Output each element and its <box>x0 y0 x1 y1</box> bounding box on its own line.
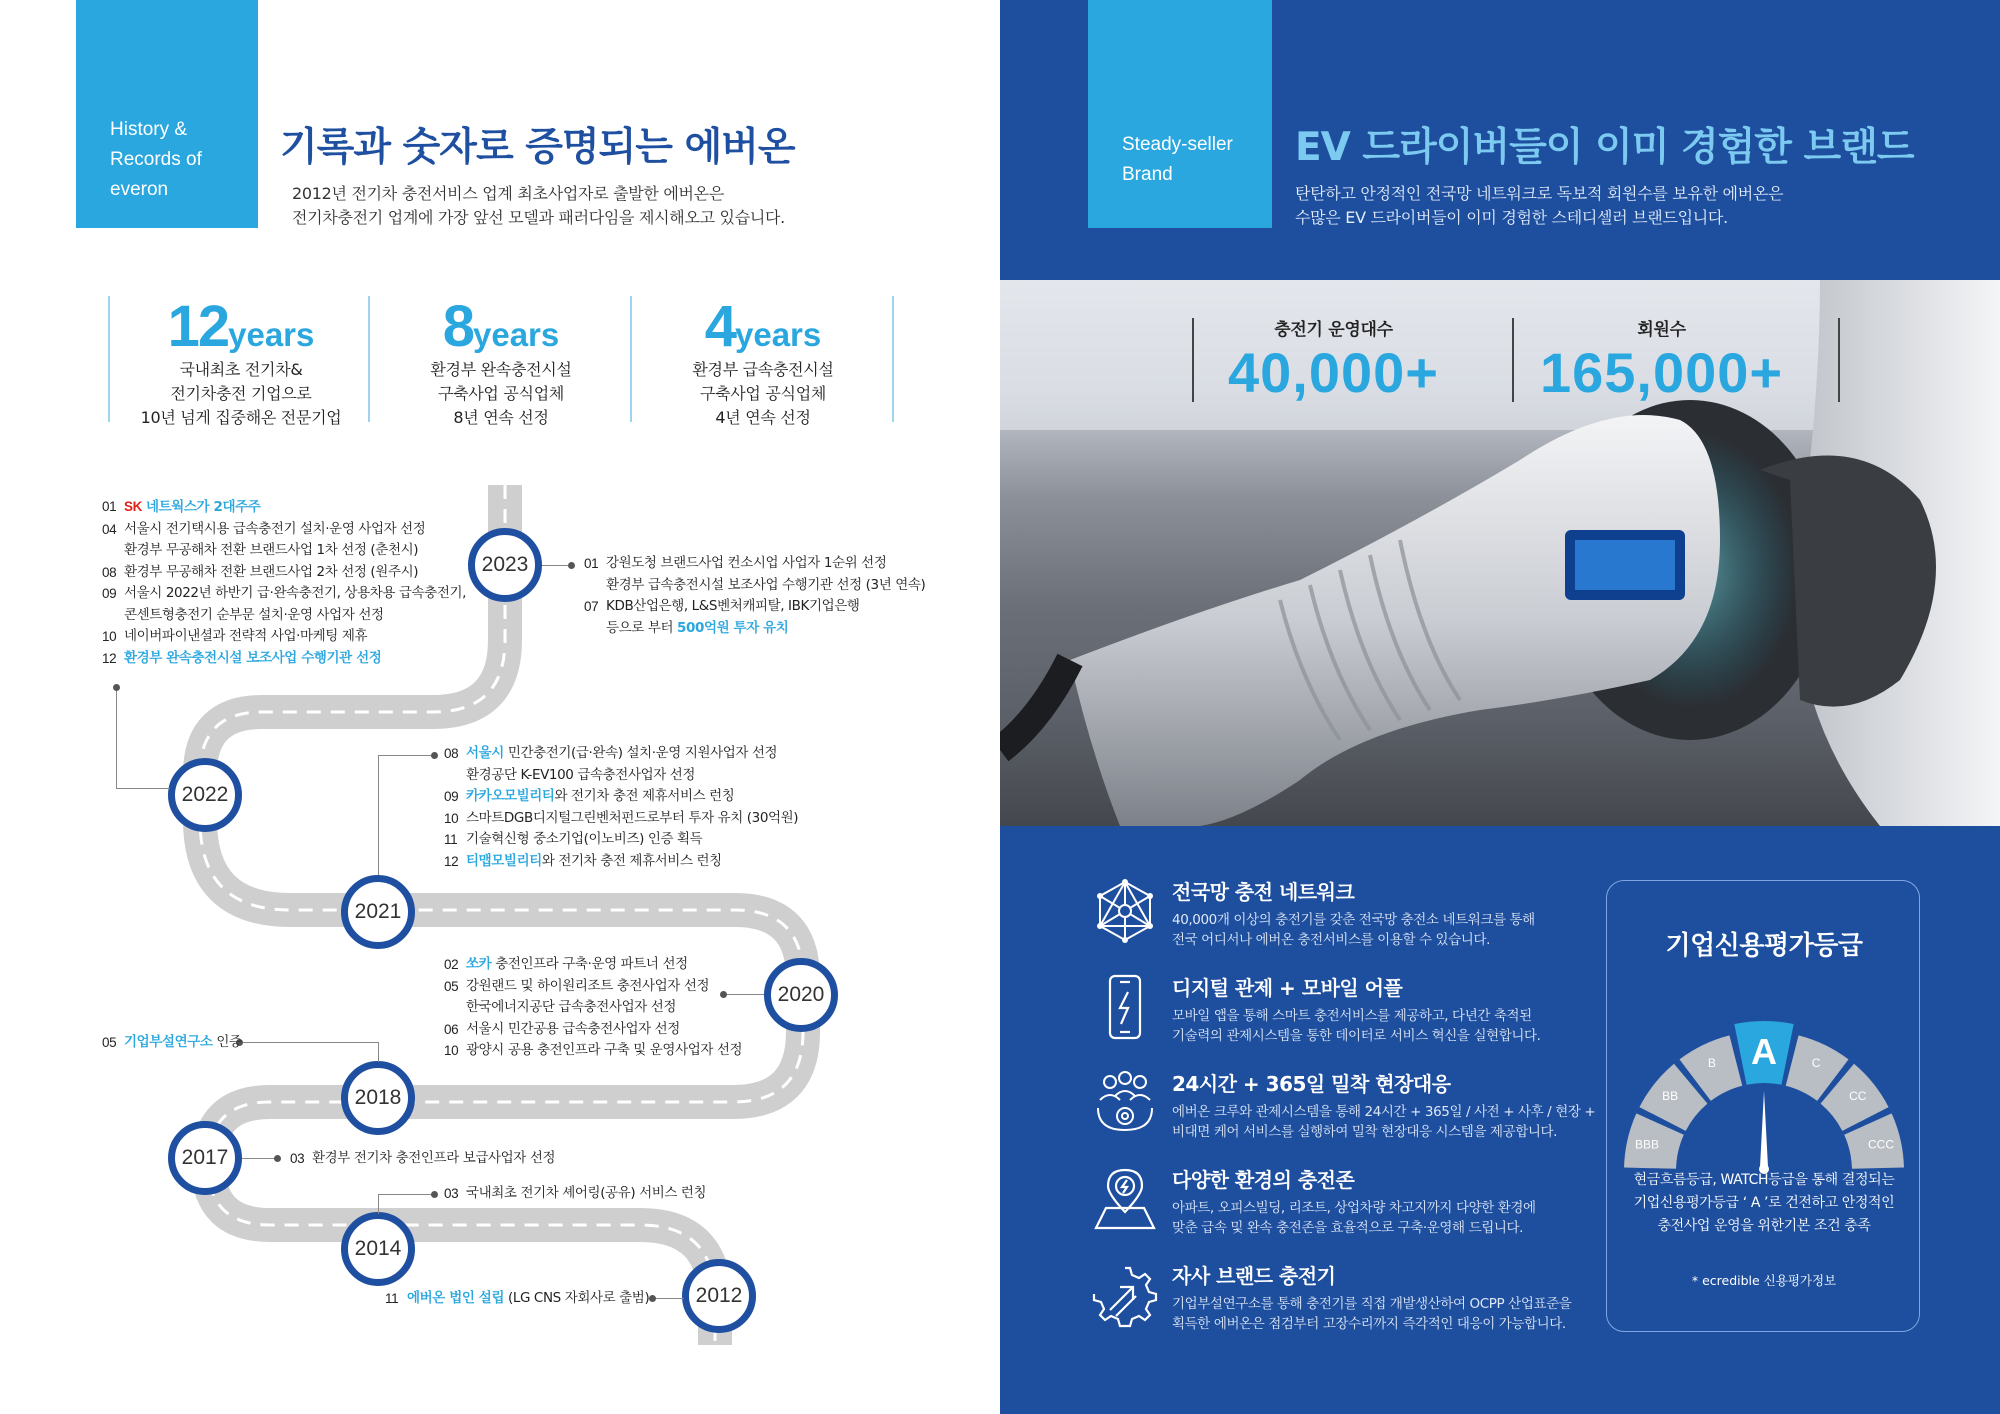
gauge-label-bb: BB <box>1662 1089 1679 1104</box>
brand-tag: Steady-seller Brand <box>1088 0 1272 228</box>
event-row: 08 환경부 무공해차 전환 브랜드사업 2차 선정 (원주시) <box>102 563 419 580</box>
connector <box>378 1194 434 1195</box>
year-2012: 2012 <box>682 1259 756 1333</box>
right-page: Steady-seller Brand EV 드라이버들이 이미 경험한 브랜드 탄탄하고 안정적인 전국망 네트워크로 독보적 회원수를 보유한 에버온은 수많은 EV 드라이버들이 이미 경험한 스테디셀러 브랜드입니다. 충전기 운영대수 40,000+ 회원수 165,000+ 전국망 충전 네트워크 40,000개 이상의 충전기를 갖춘 전국망 충전소 네트워크를 통해 전국 어디서나 에버온 충전서비스를 이용할 수 있습니다. 디지털 관제 + 모바일 어플 모바일 앱을 통해 스마트 충전서비스를 제공하고, 다년간 축적된 기술력의 관제시스템을 통한 데이터로 서비스 혁신을 실현합니다. 24시간 + 365일 밀착 현장대응 에버온 크루와 관제시스템을 통해 24시간 + 365일 / 사전 + 사후 / 현장 + 비대면 케어 서비스를 실행하여 밀착 현장대응 시스템을 제공합니다. 다양한 환경의 충전존 아파트, 오피스빌딩, 리조트, 상업차량 차고지까지 다양한 환경에 맞춘 급속 및 완속 충전존을 효율적으로 구축·운영해 드립니다. 자사 브랜드 충전기 기업부설연구소를 통해 충전기를 직접 개발생산하여 OCPP 산업표준을 획득한 에버온은 점검부터 고장수리까지 즉각적인 대응이 가능합니다. 기업신용평가등급 BBB BB B A C CC CCC 현금흐름등급, WATCH등급을 통해 결정되는 기업신용평가등급 ‘ A ’로 건전하고 안정적인 충전사업 운영을 위한기본 조건 충족 * ecredible 신용평가정보 <box>1000 0 2000 1414</box>
events-2022 <box>102 496 466 669</box>
team-support-icon <box>1090 1068 1160 1138</box>
event-row: 환경공단 K-EV100 급속충전사업자 선정 <box>466 766 696 783</box>
connector <box>116 788 170 789</box>
event-row: 12 환경부 완속충전시설 보조사업 수행기관 선정 <box>102 649 382 666</box>
connector <box>240 1042 378 1043</box>
event-row: 09 카카오모빌리티와 전기차 충전 제휴서비스 런칭 <box>444 788 735 804</box>
event-row: 한국에너지공단 급속충전사업자 선정 <box>466 999 677 1015</box>
events-2020 <box>444 954 742 1062</box>
event-row: 03 국내최초 전기차 셰어링(공유) 서비스 런칭 <box>444 1185 707 1201</box>
chargers-counter: 충전기 운영대수 40,000+ <box>1228 320 1439 404</box>
connector <box>378 1194 379 1214</box>
event-row: 등으로 부터 500억원 투자 유치 <box>606 619 789 636</box>
ev-charger-photo <box>1000 280 2000 826</box>
credit-description: 현금흐름등급, WATCH등급을 통해 결정되는 기업신용평가등급 ‘ A ’로 건전하고 안정적인 충전사업 운영을 위한기본 조건 충족 <box>1633 1172 1895 1234</box>
event-row: 03 환경부 전기차 충전인프라 보급사업자 선정 <box>290 1150 556 1166</box>
gauge-label-c: C <box>1811 1055 1821 1070</box>
connector <box>378 755 379 875</box>
gauge-label-a: A <box>1751 1031 1777 1072</box>
year-2023: 2023 <box>468 528 542 602</box>
year-2020: 2020 <box>764 958 838 1032</box>
counter-divider <box>1192 318 1194 402</box>
right-title: EV 드라이버들이 이미 경험한 브랜드 <box>1295 125 1914 170</box>
connector-dot <box>274 1155 281 1162</box>
connector-dot <box>431 752 438 759</box>
event-row: 04 서울시 전기택시용 급속충전기 설치·운영 사업자 선정 <box>102 520 426 537</box>
mobile-app-icon <box>1090 972 1160 1042</box>
ev-charger-illustration <box>1000 280 2000 826</box>
sk-logo: SK <box>124 499 142 514</box>
gauge-needle <box>1760 1091 1768 1167</box>
event-row: 06 서울시 민간공용 급속충전사업자 선정 <box>444 1020 680 1037</box>
event-row: 02 쏘카 충전인프라 구축·운영 파트너 선정 <box>444 956 688 972</box>
counter-divider <box>1838 318 1840 402</box>
events-2018 <box>102 1032 242 1054</box>
connector-dot <box>649 1295 656 1302</box>
counter-divider <box>1512 318 1514 402</box>
event-row: 05 강원랜드 및 하이원리조트 충전사업자 선정 <box>444 977 710 994</box>
event-row: 08 서울시 민간충전기(급·완속) 설치·운영 지원사업자 선정 <box>444 745 778 761</box>
connector <box>378 1042 379 1062</box>
gauge-label-bbb: BBB <box>1635 1137 1660 1152</box>
gear-arrow-icon <box>1090 1260 1160 1330</box>
event-row: 환경부 무공해차 전환 브랜드사업 1차 선정 (춘천시) <box>124 542 419 558</box>
connector <box>242 1158 278 1159</box>
event-row: 09 서울시 2022년 하반기 급·완속충전기, 상용차용 급속충전기, <box>102 585 466 601</box>
event-row: 07 KDB산업은행, L&S벤처캐피탈, IBK기업은행 <box>584 598 860 614</box>
year-2017: 2017 <box>168 1121 242 1195</box>
connector-dot <box>568 562 575 569</box>
right-description: 탄탄하고 안정적인 전국망 네트워크로 독보적 회원수를 보유한 에버온은 수많은 EV 드라이버들이 이미 경험한 스테디셀러 브랜드입니다. <box>1295 184 1784 227</box>
connector-dot <box>431 1191 438 1198</box>
event-row: 11 기술혁신형 중소기업(이노비즈) 인증 획득 <box>444 831 703 847</box>
connector <box>378 755 434 756</box>
event-row: 10 광양시 공용 충전인프라 구축 및 운영사업자 선정 <box>444 1042 743 1058</box>
event-row: 10 네이버파이낸셜과 전략적 사업·마케팅 제휴 <box>102 628 368 644</box>
stat-12-years: 12years 국내최초 전기차& 전기차충전 기업으로 10년 넘게 집중해온 전문기업 <box>110 296 372 422</box>
year-2021: 2021 <box>341 875 415 949</box>
connector-dot <box>113 684 120 691</box>
connector <box>116 688 117 788</box>
event-row: 환경부 급속충전시설 보조사업 수행기관 선정 (3년 연속) <box>606 576 926 593</box>
events-2023 <box>584 553 925 639</box>
gauge-label-b: B <box>1707 1055 1716 1070</box>
events-2017 <box>290 1148 555 1170</box>
members-counter: 회원수 165,000+ <box>1540 320 1784 404</box>
year-2014: 2014 <box>341 1212 415 1286</box>
history-tag: History & Records of everon <box>76 0 258 228</box>
year-2022: 2022 <box>168 758 242 832</box>
event-row: 01 강원도청 브랜드사업 컨소시업 사업자 1순위 선정 <box>584 555 887 571</box>
left-description: 2012년 전기차 충전서비스 업계 최초사업자로 출발한 에버온은 전기차충전기 업계에 가장 앞선 모델과 패러다임을 제시해오고 있습니다. <box>292 184 785 227</box>
credit-title: 기업신용평가등급 <box>1665 931 1863 961</box>
event-row: 10 스마트DGB디지털그린벤처펀드로부터 투자 유치 (30억원) <box>444 809 799 826</box>
events-2021 <box>444 743 798 872</box>
stat-8-years: 8years 환경부 완속충전시설 구축사업 공식업체 8년 연속 선정 <box>370 296 632 422</box>
events-2014 <box>444 1183 706 1205</box>
location-pin-icon <box>1090 1164 1160 1234</box>
events-2012 <box>385 1288 649 1310</box>
credit-gauge <box>1607 981 1921 1181</box>
stat-4-years: 4years 환경부 급속충전시설 구축사업 공식업체 4년 연속 선정 <box>632 296 894 422</box>
network-icon <box>1090 876 1160 946</box>
credit-rating-card <box>1606 880 1920 1332</box>
credit-source-note: * ecredible 신용평가정보 <box>1691 1273 1837 1288</box>
event-row: 콘센트형충전기 순부문 설치·운영 사업자 선정 <box>124 606 384 623</box>
event-row: 01 SK 네트웍스가 2대주주 <box>102 496 466 519</box>
gauge-label-cc: CC <box>1849 1089 1867 1104</box>
year-2018: 2018 <box>341 1061 415 1135</box>
event-row: 11 에버온 법인 설립 (LG CNS 자회사로 출범) <box>385 1290 650 1306</box>
connector <box>652 1298 684 1299</box>
left-title: 기록과 숫자로 증명되는 에버온 <box>280 125 795 170</box>
gauge-label-ccc: CCC <box>1867 1137 1894 1152</box>
event-row: 05 기업부설연구소 인증 <box>102 1034 242 1050</box>
event-row: 12 티맵모빌리티와 전기차 충전 제휴서비스 런칭 <box>444 852 722 869</box>
